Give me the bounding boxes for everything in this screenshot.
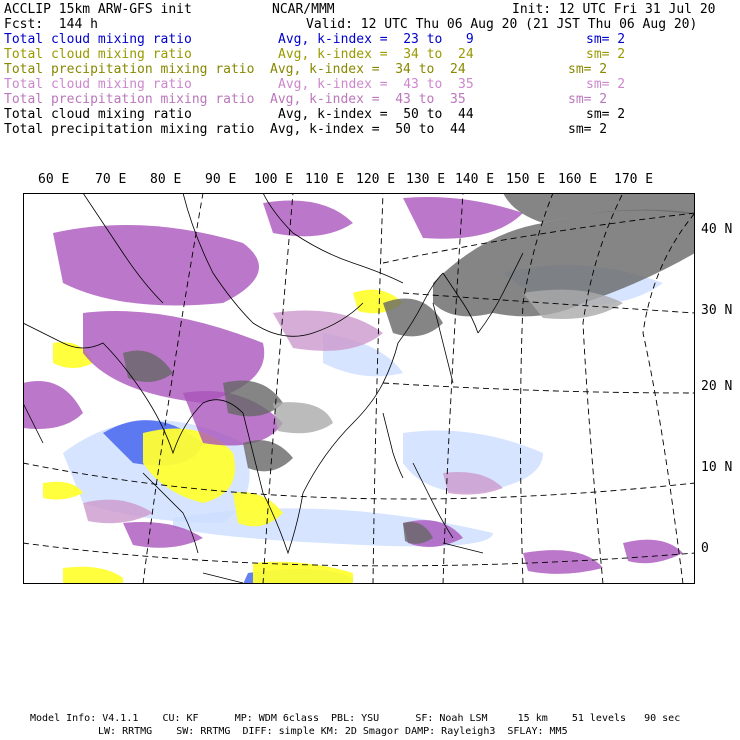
model-info-line1: Model Info: V4.1.1 CU: KF MP: WDM 6class PBL: YSU SF: Noah LSM 15 km 51 levels 90 sec xyxy=(30,713,681,724)
legend-sm: sm= 2 xyxy=(568,62,608,77)
longitude-label: 120 E xyxy=(356,172,396,187)
legend-avg: Avg, k-index = 34 to 24 xyxy=(270,62,466,77)
legend-field: Total cloud mixing ratio xyxy=(4,47,192,62)
legend-sm: sm= 2 xyxy=(568,92,608,107)
longitude-label: 170 E xyxy=(614,172,654,187)
longitude-label: 90 E xyxy=(205,172,237,187)
legend-field: Total precipitation mixing ratio xyxy=(4,62,255,77)
latitude-label: 10 N xyxy=(701,460,733,475)
legend-field: Total cloud mixing ratio xyxy=(4,32,192,47)
model-info-line2: LW: RRTMG SW: RRTMG DIFF: simple KM: 2D Smagor DAMP: Rayleigh3 SFLAY: MM5 xyxy=(98,726,568,737)
legend-sm: sm= 2 xyxy=(568,122,608,137)
legend-field: Total cloud mixing ratio xyxy=(4,107,192,122)
legend-avg: Avg, k-index = 50 to 44 xyxy=(270,122,466,137)
longitude-label: 110 E xyxy=(305,172,345,187)
center-label: NCAR/MMM xyxy=(272,2,335,17)
longitude-label: 60 E xyxy=(38,172,70,187)
latitude-label: 30 N xyxy=(701,303,733,318)
longitude-label: 160 E xyxy=(558,172,598,187)
legend-field: Total cloud mixing ratio xyxy=(4,77,192,92)
legend-sm: sm= 2 xyxy=(586,77,626,92)
legend-avg: Avg, k-index = 43 to 35 xyxy=(270,92,466,107)
latitude-label: 40 N xyxy=(701,222,733,237)
legend-avg: Avg, k-index = 43 to 35 xyxy=(278,77,474,92)
latitude-label: 0 xyxy=(701,541,709,556)
model-title: ACCLIP 15km ARW-GFS init xyxy=(4,2,192,17)
forecast-hour: Fcst: 144 h xyxy=(4,17,98,32)
longitude-label: 80 E xyxy=(150,172,182,187)
init-time: Init: 12 UTC Fri 31 Jul 20 xyxy=(512,2,716,17)
valid-time: Valid: 12 UTC Thu 06 Aug 20 (21 JST Thu 06 Aug 20) xyxy=(306,17,698,32)
longitude-label: 130 E xyxy=(406,172,446,187)
legend-avg: Avg, k-index = 34 to 24 xyxy=(278,47,474,62)
longitude-label: 150 E xyxy=(506,172,546,187)
legend-sm: sm= 2 xyxy=(586,107,626,122)
longitude-label: 140 E xyxy=(455,172,495,187)
legend-avg: Avg, k-index = 50 to 44 xyxy=(278,107,474,122)
legend-field: Total precipitation mixing ratio xyxy=(4,92,255,107)
legend-avg: Avg, k-index = 23 to 9 xyxy=(278,32,474,47)
longitude-label: 70 E xyxy=(95,172,127,187)
legend-field: Total precipitation mixing ratio xyxy=(4,122,255,137)
longitude-label: 100 E xyxy=(254,172,294,187)
legend-sm: sm= 2 xyxy=(586,47,626,62)
weather-map xyxy=(23,193,695,584)
latitude-label: 20 N xyxy=(701,379,733,394)
legend-sm: sm= 2 xyxy=(586,32,626,47)
